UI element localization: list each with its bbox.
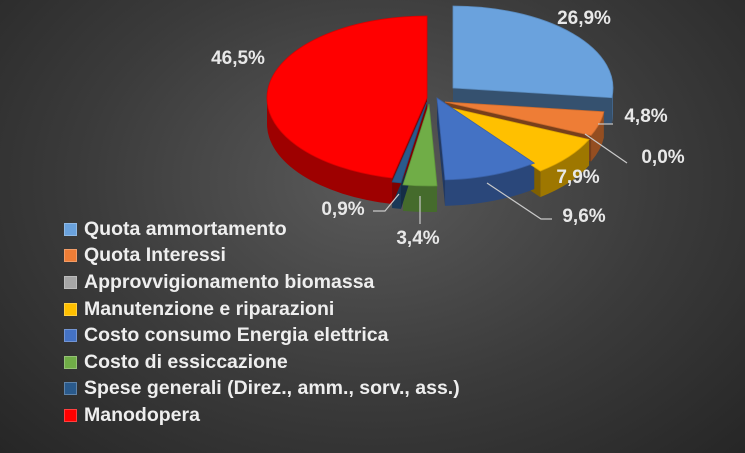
legend-item <box>64 402 460 429</box>
legend-label: Approvvigionamento biomassa <box>84 270 375 293</box>
data-label: 9,6% <box>562 206 606 227</box>
data-label: 0,9% <box>321 199 365 220</box>
legend-item <box>64 269 460 296</box>
legend-item <box>64 349 460 376</box>
legend-swatch <box>64 409 77 422</box>
data-label: 46,5% <box>211 48 265 69</box>
legend-label: Costo di essiccazione <box>84 350 288 373</box>
legend-label: Manutenzione e riparazioni <box>84 297 335 320</box>
legend-item <box>64 376 460 403</box>
legend-swatch <box>64 303 77 316</box>
legend <box>64 216 460 429</box>
legend-swatch <box>64 276 77 289</box>
legend-swatch <box>64 329 77 342</box>
legend-item <box>64 243 460 270</box>
legend-item <box>64 322 460 349</box>
data-label: 7,9% <box>556 167 600 188</box>
legend-swatch <box>64 223 77 236</box>
legend-swatch <box>64 249 77 262</box>
legend-item <box>64 296 460 323</box>
data-label: 0,0% <box>641 147 685 168</box>
data-label: 26,9% <box>557 8 611 29</box>
legend-label: Quota ammortamento <box>84 217 287 240</box>
legend-label: Costo consumo Energia elettrica <box>84 324 389 347</box>
legend-label: Quota Interessi <box>84 244 226 267</box>
legend-item <box>64 216 460 243</box>
data-label: 3,4% <box>396 228 440 249</box>
legend-swatch <box>64 382 77 395</box>
legend-swatch <box>64 356 77 369</box>
legend-label: Manodopera <box>84 403 200 426</box>
data-label: 4,8% <box>624 106 668 127</box>
legend-label: Spese generali (Direz., amm., sorv., ass.) <box>84 377 460 400</box>
